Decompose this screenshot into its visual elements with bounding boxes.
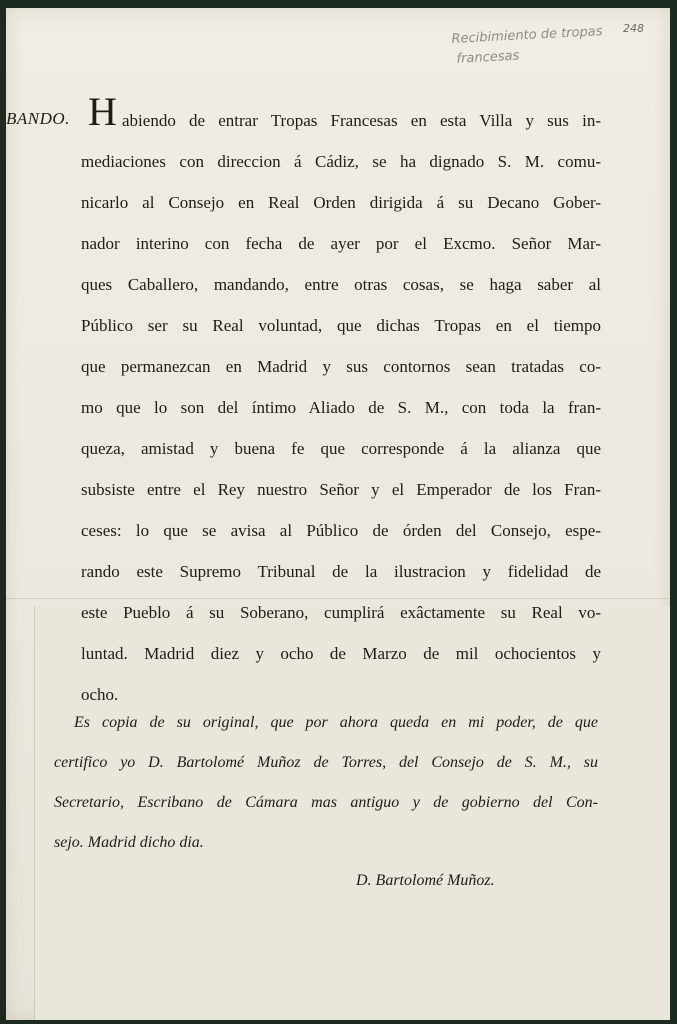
bando-label: BANDO. [6, 109, 70, 128]
certification-line: sejo. Madrid dicho dia. [54, 834, 204, 851]
decree-line: nicarlo al Consejo en Real Orden dirigida á su Decano Gober- [81, 193, 601, 212]
decree-line: mo que lo son del íntimo Aliado de S. M., con toda la fran- [81, 398, 601, 417]
decree-line: abiendo de entrar Tropas Francesas en esta Villa y sus in- [122, 111, 601, 130]
decree-body [81, 108, 601, 723]
decree-line: rando este Supremo Tribunal de la ilustracion y fidelidad de [81, 562, 601, 581]
decree-line: que permanezcan en Madrid y sus contornos sean tratadas co- [81, 357, 601, 376]
decree-line: Público ser su Real voluntad, que dichas Tropas en el tiempo [81, 316, 601, 335]
decree-line: ceses: lo que se avisa al Público de órden del Consejo, espe- [81, 521, 601, 540]
certification-line: Es copia de su original, que por ahora queda en mi poder, de que [74, 714, 598, 731]
decree-line: ocho. [81, 685, 119, 704]
certification-paragraph [54, 711, 598, 871]
marginal-note-line-1: Recibimiento de tropas [451, 24, 603, 47]
drop-cap: H [88, 89, 117, 134]
document-page [6, 8, 670, 1020]
decree-line: mediaciones con direccion á Cádiz, se ha dignado S. M. comu- [81, 152, 601, 171]
marginal-handwritten-note [451, 22, 604, 70]
marginal-note-line-2: francesas [456, 48, 520, 67]
decree-line: nador interino con fecha de ayer por el Excmo. Señor Mar- [81, 234, 601, 253]
folio-number: 248 [623, 22, 644, 35]
certification-line: certifico yo D. Bartolomé Muñoz de Torres, del Consejo de S. M., su [54, 754, 598, 771]
decree-line: subsiste entre el Rey nuestro Señor y el Emperador de los Fran- [81, 480, 601, 499]
decree-line: luntad. Madrid diez y ocho de Marzo de mil ochocientos y [81, 644, 601, 663]
decree-line: este Pueblo á su Soberano, cumplirá exâctamente su Real vo- [81, 603, 601, 622]
decree-line: queza, amistad y buena fe que corresponde á la alianza que [81, 439, 601, 458]
signature: D. Bartolomé Muñoz. [356, 872, 495, 889]
certification-line: Secretario, Escribano de Cámara mas antiguo y de gobierno del Con- [54, 794, 598, 811]
decree-line: ques Caballero, mandando, entre otras cosas, se haga saber al [81, 275, 601, 294]
